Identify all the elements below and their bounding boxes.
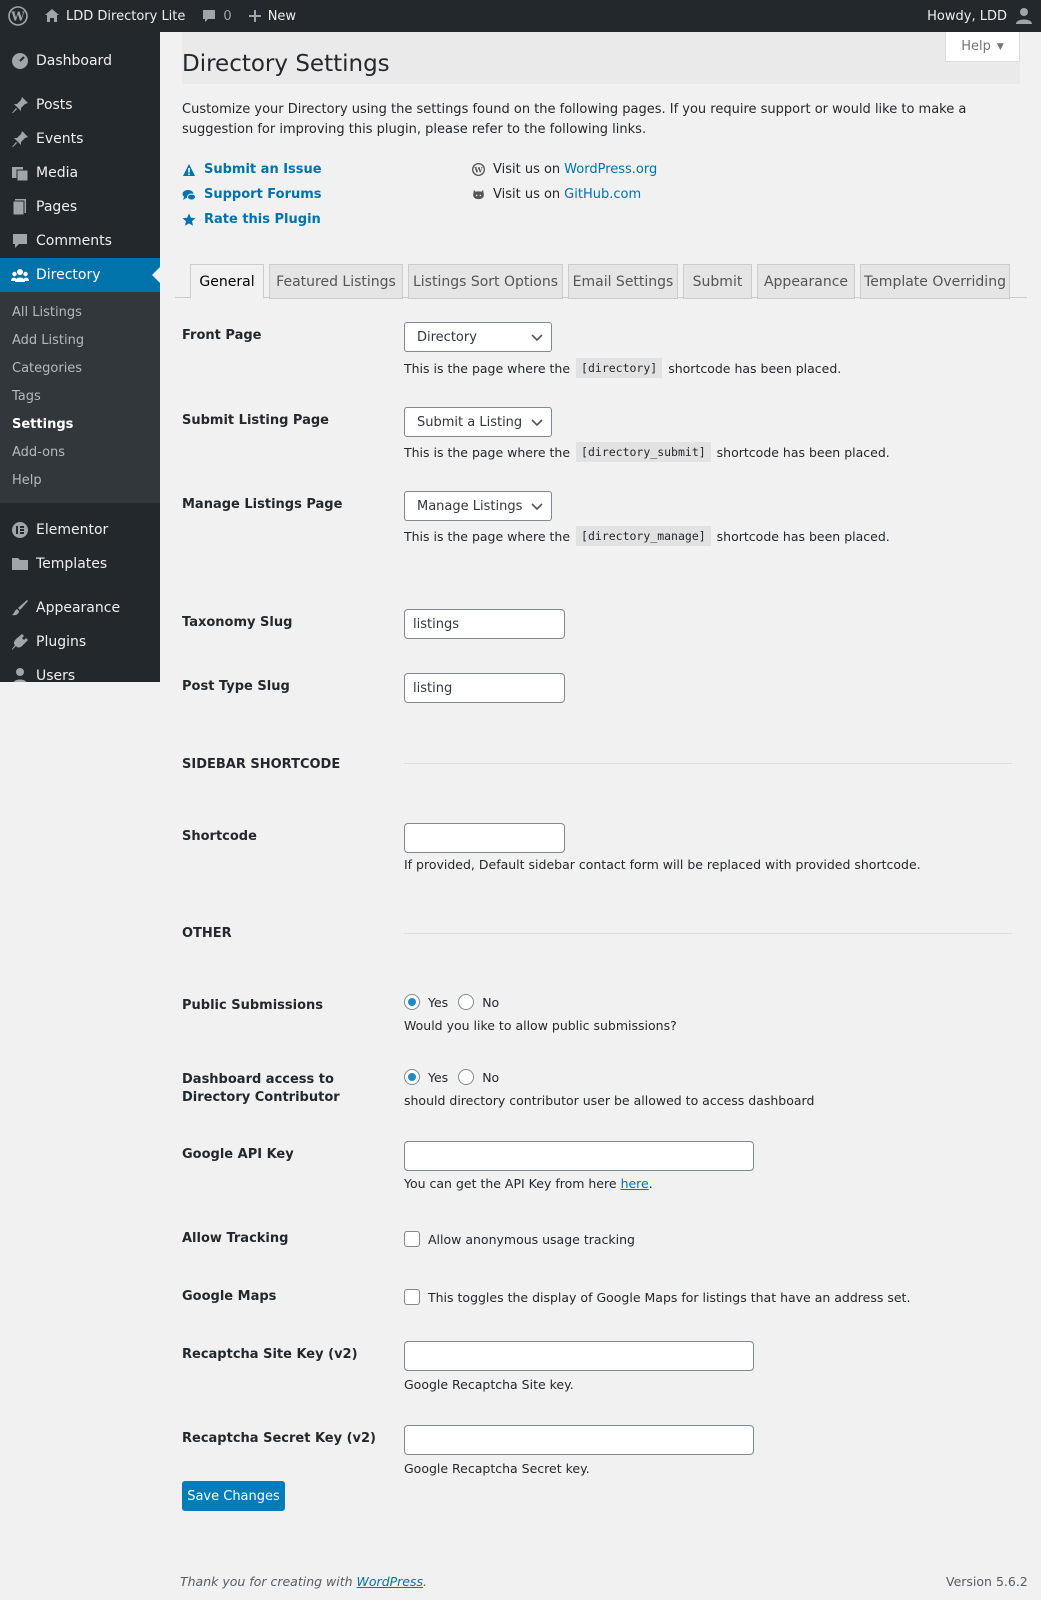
tab-listings-sort-options[interactable]: Listings Sort Options: [408, 264, 563, 299]
tab-email-settings[interactable]: Email Settings: [568, 264, 678, 299]
sidebar-item-comments[interactable]: [0, 224, 160, 258]
home-icon: [44, 8, 60, 24]
sidebar-item-pages[interactable]: [0, 190, 160, 224]
google-maps-checkbox[interactable]: [404, 1289, 420, 1305]
dashboard-access-radios: [404, 1069, 499, 1085]
settings-tabs: [175, 264, 1027, 298]
sidebar-item-media[interactable]: [0, 156, 160, 190]
tab-featured-listings[interactable]: Featured Listings: [269, 264, 403, 299]
footer-thanks: Thank you for creating with WordPress.: [180, 1574, 428, 1589]
manage-page-desc: This is the page where the [directory_manage] shortcode has been placed.: [404, 526, 890, 546]
users-icon: [10, 666, 30, 682]
admin-sidebar: [0, 32, 160, 682]
new-content-link[interactable]: [240, 0, 304, 32]
submit-issue-label: Submit an Issue: [204, 162, 322, 177]
section-divider: [404, 763, 1012, 764]
checkbox-label: Allow anonymous usage tracking: [428, 1231, 635, 1247]
github-row: [472, 182, 657, 207]
google-maps-label: Google Maps: [182, 1289, 277, 1304]
sidebar-label: Directory: [36, 267, 101, 283]
external-links: [472, 157, 657, 207]
sidebar-label: Pages: [36, 199, 78, 215]
user-avatar-icon: [1015, 7, 1033, 25]
allow-tracking-label: Allow Tracking: [182, 1231, 289, 1246]
caret-down-icon: ▼: [996, 41, 1004, 52]
save-changes-button[interactable]: Save Changes: [182, 1481, 285, 1511]
public-submissions-radios: [404, 994, 499, 1010]
shortcode-code: [directory_submit]: [576, 442, 711, 462]
allow-tracking-checkbox[interactable]: [404, 1231, 420, 1247]
github-link[interactable]: GitHub.com: [564, 187, 642, 202]
directory-submenu: [0, 292, 160, 503]
rate-plugin-label: Rate this Plugin: [204, 212, 321, 227]
dashboard-access-label: Dashboard access to Directory Contributor: [182, 1072, 340, 1105]
chevron-down-icon: [531, 500, 543, 512]
other-heading: OTHER: [182, 926, 232, 941]
sidebar-item-events[interactable]: [0, 122, 160, 156]
submenu-help[interactable]: Help: [12, 473, 42, 488]
chat-bubbles-icon: [182, 188, 196, 202]
sidebar-label: Comments: [36, 233, 112, 249]
recaptcha-secret-label: Recaptcha Secret Key (v2): [182, 1431, 377, 1446]
sidebar-label: Users: [36, 668, 76, 682]
public-submissions-desc: Would you like to allow public submissions?: [404, 1018, 677, 1033]
howdy-text: Howdy, LDD: [927, 8, 1007, 24]
recaptcha-secret-input[interactable]: [404, 1425, 754, 1455]
submenu-tags[interactable]: Tags: [12, 389, 41, 404]
svg-text:W: W: [11, 9, 25, 24]
radio-label: Yes: [428, 1069, 449, 1085]
public-submissions-no-radio[interactable]: [458, 994, 474, 1010]
recaptcha-site-label: Recaptcha Site Key (v2): [182, 1347, 358, 1362]
footer-wordpress-link[interactable]: WordPress: [356, 1574, 424, 1589]
checkbox-label: This toggles the display of Google Maps for listings that have an address set.: [428, 1289, 911, 1305]
site-name: LDD Directory Lite: [66, 8, 186, 24]
sidebar-label: Plugins: [36, 634, 87, 650]
tab-submit[interactable]: Submit: [683, 264, 752, 299]
taxonomy-slug-input[interactable]: listings: [404, 609, 565, 639]
comment-icon: [201, 8, 217, 24]
allow-tracking-row: [404, 1231, 635, 1247]
submit-issue-link[interactable]: [182, 157, 322, 182]
front-page-value: Directory: [417, 329, 477, 345]
star-icon: [182, 213, 196, 227]
comments-count: 0: [223, 8, 232, 24]
account-menu[interactable]: [919, 0, 1041, 32]
post-type-slug-input[interactable]: listing: [404, 673, 565, 703]
site-name-link[interactable]: [36, 0, 193, 32]
shortcode-code: [directory_manage]: [576, 526, 711, 546]
footer-version: Version 5.6.2: [946, 1574, 1028, 1589]
sidebar-item-elementor[interactable]: [0, 513, 160, 547]
media-icon: [10, 163, 30, 183]
submit-page-value: Submit a Listing: [417, 414, 523, 430]
groups-icon: [10, 265, 30, 285]
tab-appearance[interactable]: Appearance: [757, 264, 855, 299]
visit-prefix: Visit us on: [493, 187, 561, 202]
shortcode-code: [directory]: [576, 358, 662, 378]
dashboard-access-yes-radio[interactable]: [404, 1069, 420, 1085]
intro-text: Customize your Directory using the settings found on the following pages. If you require support or would like to make a suggestion for improving this plugin, please refer to the following links.: [182, 102, 967, 137]
sidebar-item-directory[interactable]: [0, 258, 160, 292]
front-page-label: Front Page: [182, 328, 262, 343]
sidebar-label: Templates: [36, 556, 108, 572]
folder-icon: [10, 554, 30, 574]
recaptcha-site-input[interactable]: [404, 1341, 754, 1371]
sidebar-item-templates[interactable]: [0, 547, 160, 581]
shortcode-label: Shortcode: [182, 829, 257, 844]
comment-icon: [10, 231, 30, 251]
page-icon: [10, 197, 30, 217]
manage-page-select[interactable]: [404, 491, 552, 521]
new-label: New: [267, 8, 297, 24]
plugin-icon: [10, 632, 30, 652]
comments-link[interactable]: [193, 0, 239, 32]
google-maps-row: [404, 1289, 910, 1305]
sidebar-label: Media: [36, 165, 79, 181]
recaptcha-secret-desc: Google Recaptcha Secret key.: [404, 1461, 590, 1476]
public-submissions-yes-radio[interactable]: [404, 994, 420, 1010]
sidebar-label: Elementor: [36, 522, 109, 538]
elementor-icon: [10, 520, 30, 540]
sidebar-shortcode-heading: SIDEBAR SHORTCODE: [182, 757, 341, 772]
submit-page-label: Submit Listing Page: [182, 413, 329, 428]
google-api-desc: You can get the API Key from here here .: [404, 1176, 653, 1191]
radio-label: No: [482, 994, 500, 1010]
support-links: [182, 157, 322, 232]
sidebar-item-appearance[interactable]: [0, 591, 160, 625]
sidebar-item-plugins[interactable]: [0, 625, 160, 659]
dashboard-access-no-radio[interactable]: [458, 1069, 474, 1085]
shortcode-desc: If provided, Default sidebar contact form will be replaced with provided shortcode.: [404, 857, 921, 872]
wordpress-logo-icon[interactable]: [0, 0, 36, 32]
help-tab-button[interactable]: [945, 32, 1020, 62]
radio-label: No: [482, 1069, 500, 1085]
page-title: Directory Settings: [182, 51, 390, 77]
admin-bar: [0, 0, 1041, 32]
sidebar-item-users[interactable]: [0, 659, 160, 682]
submenu-add-ons[interactable]: Add-ons: [12, 445, 66, 460]
sidebar-label: Posts: [36, 97, 73, 113]
chevron-down-icon: [531, 331, 543, 343]
plus-icon: [248, 9, 262, 23]
api-key-here-link[interactable]: here: [620, 1176, 649, 1191]
submit-page-desc: This is the page where the [directory_submit] shortcode has been placed.: [404, 442, 890, 462]
help-label: Help: [961, 39, 991, 54]
visit-prefix: Visit us on: [493, 162, 561, 177]
rate-plugin-link[interactable]: [182, 207, 322, 232]
post-type-slug-label: Post Type Slug: [182, 679, 290, 694]
google-api-input[interactable]: [404, 1141, 754, 1171]
warning-icon: [182, 163, 196, 177]
support-forums-label: Support Forums: [204, 187, 322, 202]
sidebar-item-posts[interactable]: [0, 88, 160, 122]
pin-icon: [10, 129, 30, 149]
support-forums-link[interactable]: [182, 182, 322, 207]
github-icon: [472, 188, 485, 201]
front-page-select[interactable]: [404, 322, 552, 352]
google-api-label: Google API Key: [182, 1147, 294, 1162]
public-submissions-label: Public Submissions: [182, 998, 324, 1013]
radio-label: Yes: [428, 994, 449, 1010]
submenu-all-listings[interactable]: All Listings: [12, 305, 82, 320]
wordpress-org-row: [472, 157, 657, 182]
section-divider: [404, 933, 1012, 934]
shortcode-input[interactable]: [404, 823, 565, 853]
submenu-settings[interactable]: Settings: [12, 417, 74, 432]
sidebar-label: Appearance: [36, 600, 121, 616]
manage-page-label: Manage Listings Page: [182, 497, 343, 512]
wordpress-org-link[interactable]: WordPress.org: [564, 162, 658, 177]
submenu-add-listing[interactable]: Add Listing: [12, 333, 85, 348]
tab-general[interactable]: General: [190, 264, 264, 299]
pin-icon: [10, 95, 30, 115]
tab-template-overriding[interactable]: Template Overriding: [860, 264, 1010, 299]
sidebar-item-dashboard[interactable]: [0, 44, 160, 78]
dashboard-icon: [10, 51, 30, 71]
submenu-categories[interactable]: Categories: [12, 361, 83, 376]
chevron-down-icon: [531, 416, 543, 428]
wordpress-icon: [472, 163, 485, 176]
taxonomy-slug-label: Taxonomy Slug: [182, 615, 293, 630]
dashboard-access-desc: should directory contributor user be allowed to access dashboard: [404, 1093, 815, 1108]
svg-text:W: W: [474, 165, 483, 175]
front-page-desc: This is the page where the [directory] shortcode has been placed.: [404, 358, 841, 378]
paintbrush-icon: [10, 598, 30, 618]
recaptcha-site-desc: Google Recaptcha Site key.: [404, 1377, 574, 1392]
sidebar-label: Dashboard: [36, 53, 112, 69]
sidebar-label: Events: [36, 131, 84, 147]
manage-page-value: Manage Listings: [417, 498, 523, 514]
submit-page-select[interactable]: [404, 407, 552, 437]
